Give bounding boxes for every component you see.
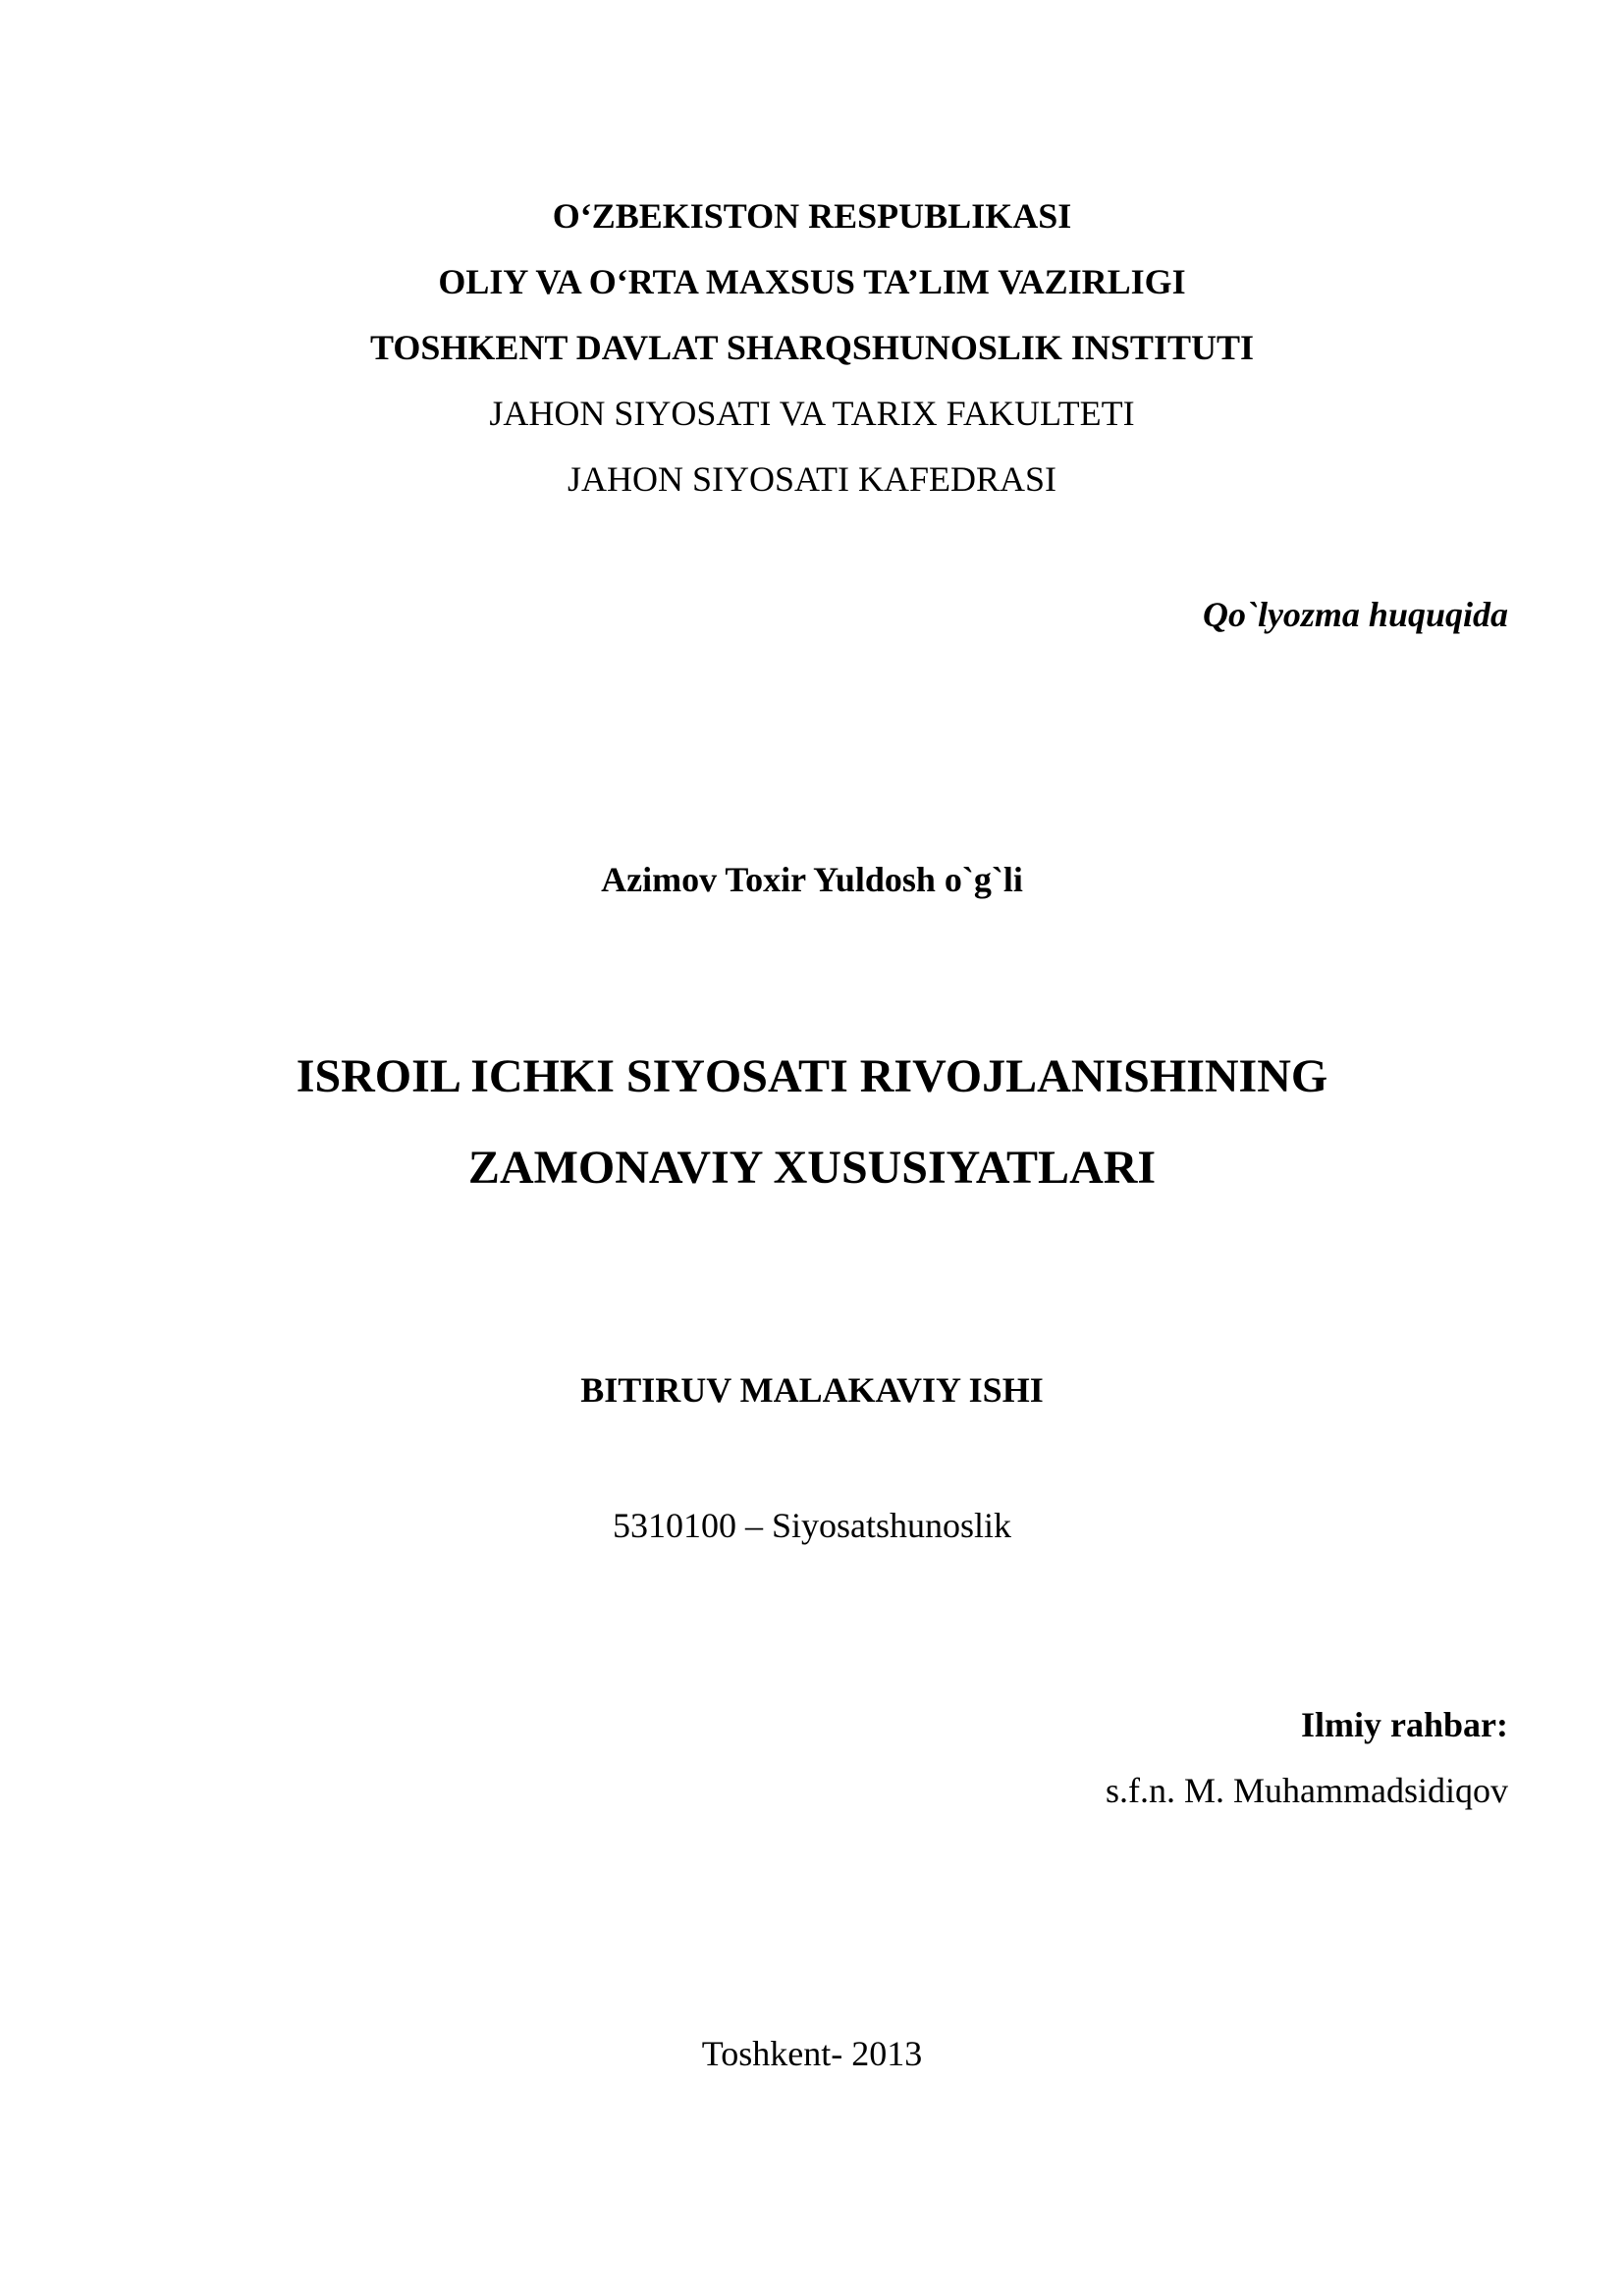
place-year: Toshkent- 2013 (701, 2034, 923, 2073)
republic-heading: O‘ZBEKISTON RESPUBLIKASI (552, 196, 1072, 236)
advisor-name: s.f.n. M. Muhammadsidiqov (1106, 1771, 1508, 1810)
institute-heading: TOSHKENT DAVLAT SHARQSHUNOSLIK INSTITUTI (370, 328, 1254, 367)
ministry-heading: OLIY VA O‘RTA MAXSUS TA’LIM VAZIRLIGI (438, 262, 1186, 301)
manuscript-note: Qo`lyozma huquqida (1202, 595, 1508, 634)
author-name: Azimov Toxir Yuldosh o`g`li (601, 860, 1023, 899)
thesis-title-line-2: ZAMONAVIY XUSUSIYATLARI (467, 1142, 1157, 1194)
advisor-label: Ilmiy rahbar: (1301, 1705, 1508, 1744)
faculty-heading: JAHON SIYOSATI VA TARIX FAKULTETI (489, 394, 1135, 433)
work-type: BITIRUV MALAKAVIY ISHI (580, 1370, 1044, 1410)
thesis-title-line-1: ISROIL ICHKI SIYOSATI RIVOJLANISHINING (296, 1050, 1328, 1102)
department-heading: JAHON SIYOSATI KAFEDRASI (567, 459, 1057, 499)
specialty-code: 5310100 – Siyosatshunoslik (612, 1506, 1012, 1545)
